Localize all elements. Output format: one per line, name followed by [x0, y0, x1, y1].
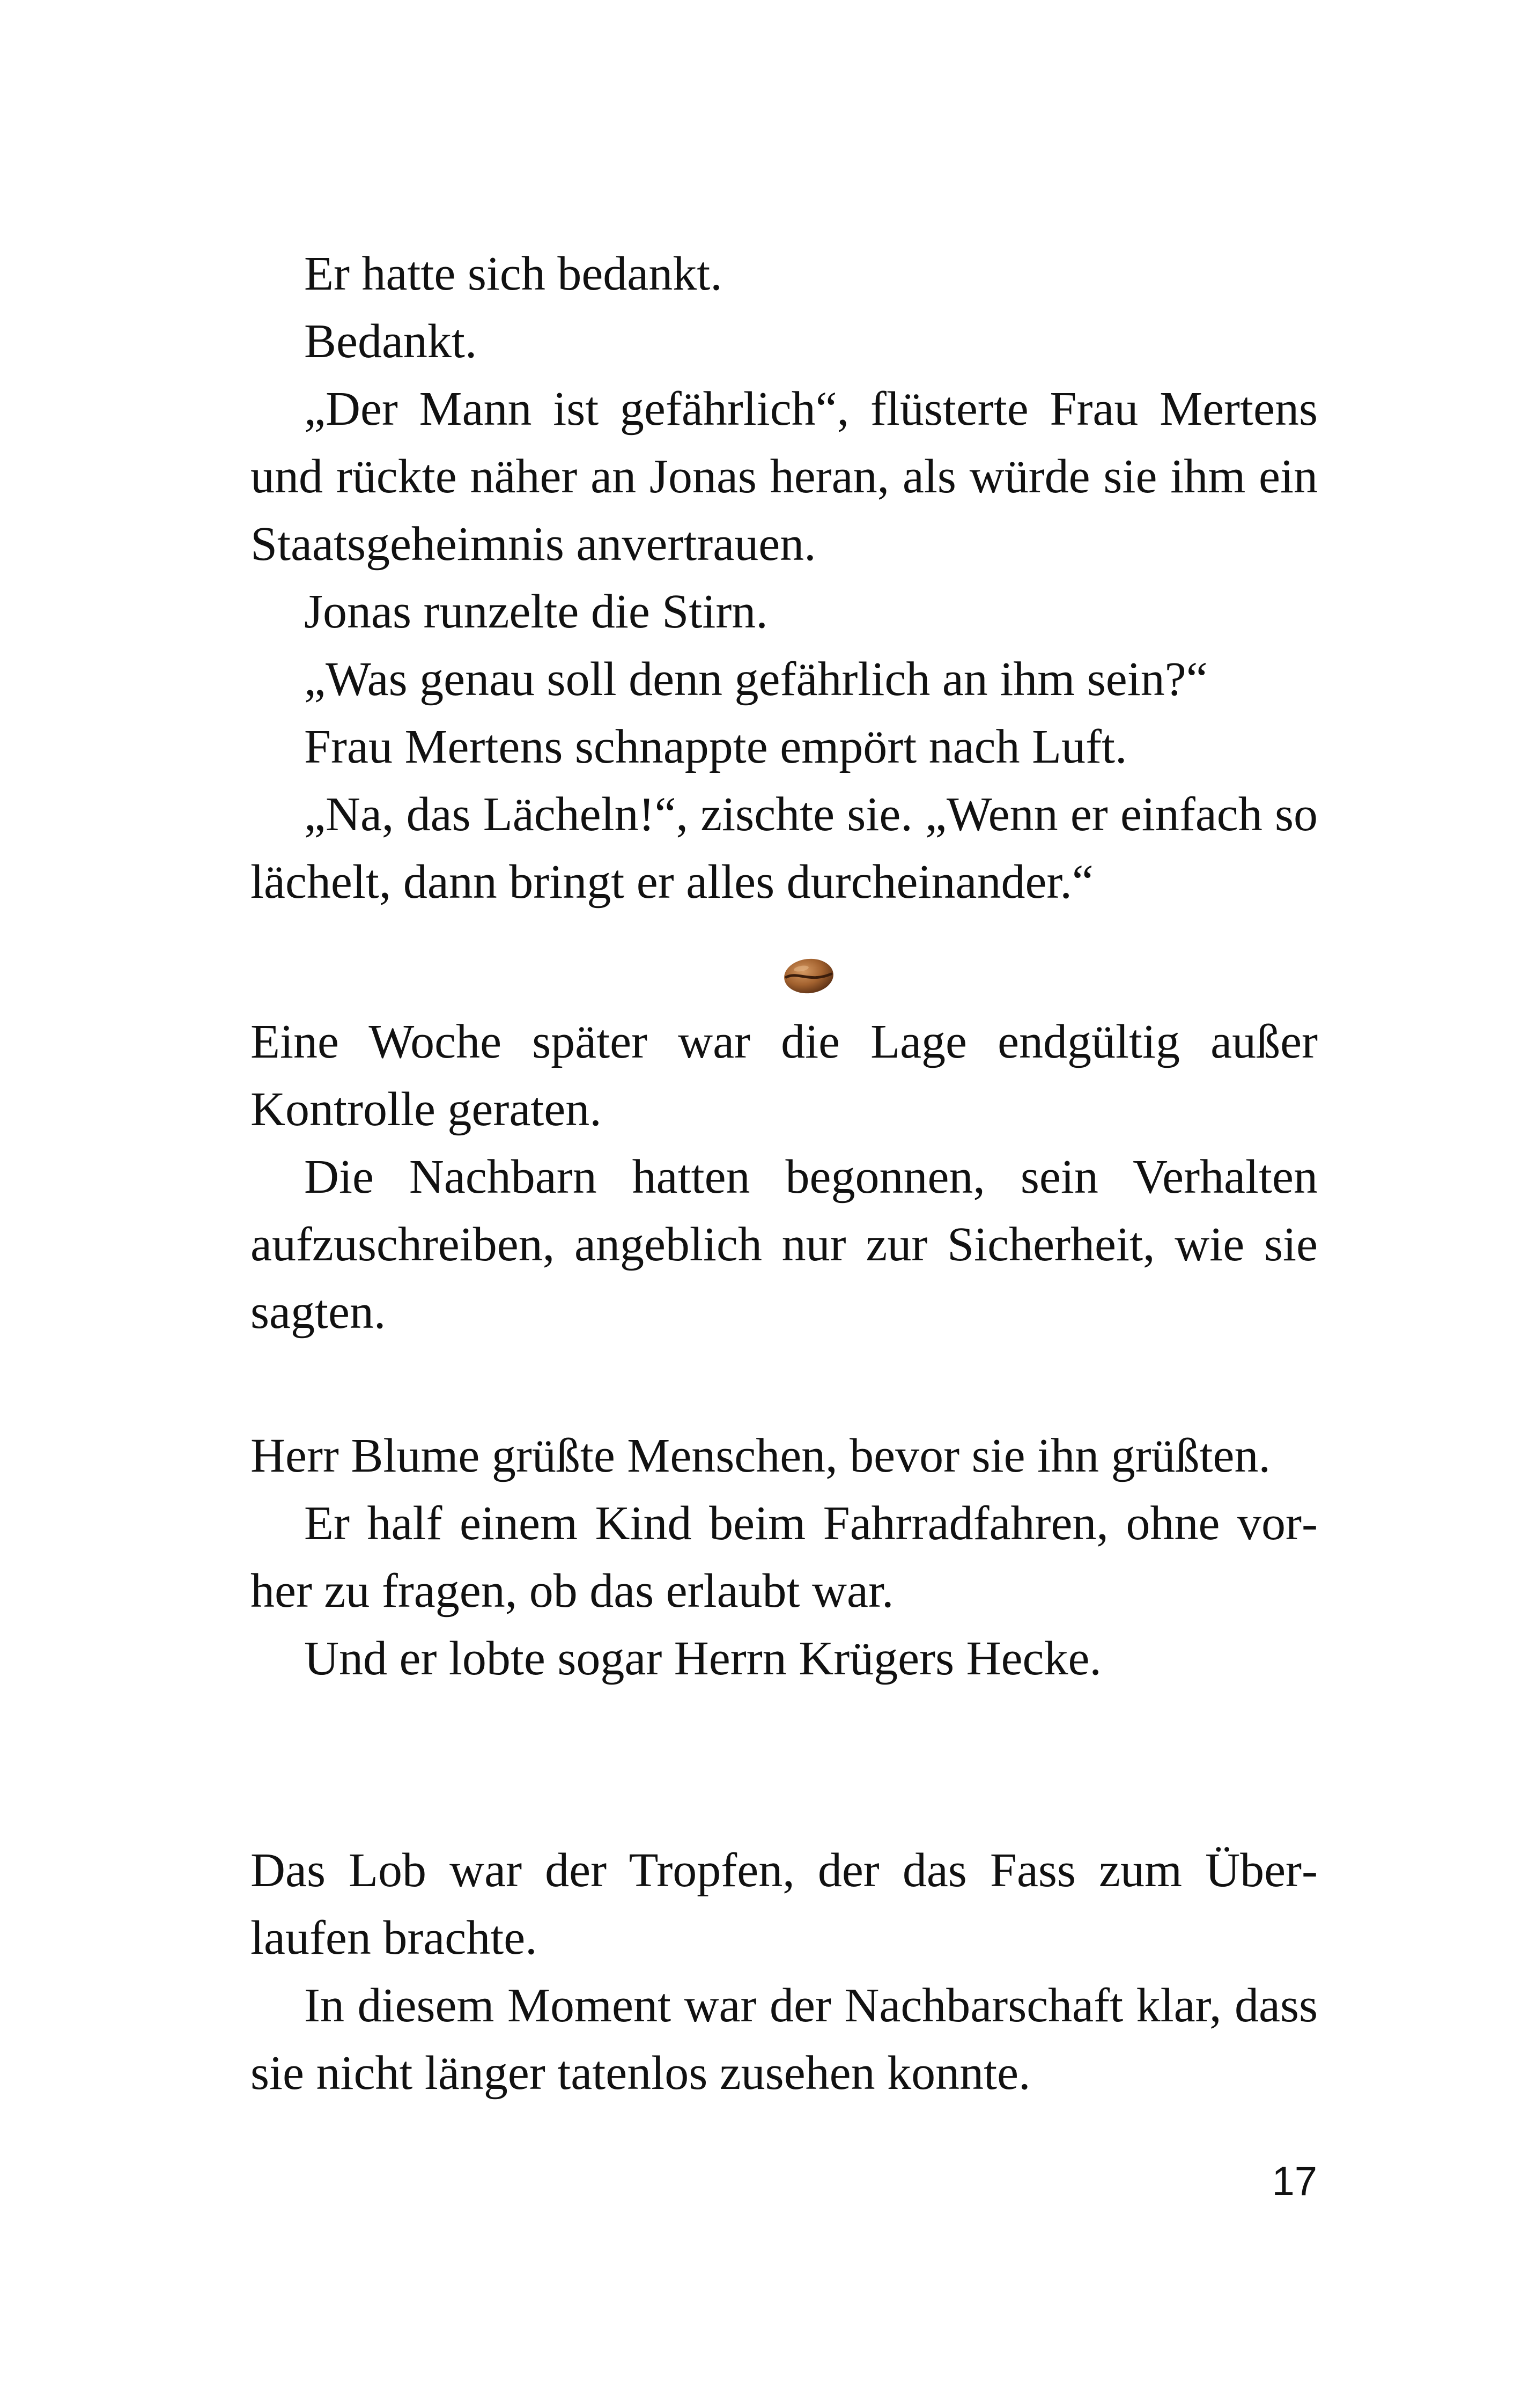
- paragraph: Das Lob war der Tropfen, der das Fass zum Überlaufen brachte.: [250, 1844, 1318, 1964]
- page-number: 17: [1272, 2159, 1317, 2204]
- paragraph: „Der Mann ist gefährlich“, flüsterte Frau Mertens und rückte näher an Jonas heran, als würde sie ihm ein Staatsgeheimnis anvertrauen.: [250, 382, 1318, 571]
- paragraph: In diesem Moment war der Nachbarschaft klar, dass sie nicht länger tatenlos zusehen konnte.: [250, 1979, 1318, 2100]
- text-section-4: [250, 1837, 1318, 2107]
- coffee-bean-graphic: [782, 952, 836, 1000]
- coffee-bean-icon: [782, 952, 836, 1000]
- paragraph: Herr Blume grüßte Menschen, bevor sie ihn grüßten.: [250, 1429, 1271, 1482]
- paragraph: Frau Mertens schnappte empört nach Luft.: [304, 720, 1127, 773]
- paragraph: Bedankt.: [304, 315, 477, 368]
- paragraph: Eine Woche später war die Lage endgültig außer Kontrolle geraten.: [250, 1015, 1318, 1136]
- text-section-2: [250, 1008, 1318, 1346]
- paragraph: Die Nachbarn hatten begonnen, sein Verhalten aufzuschreiben, angeblich nur zur Sicherheit, wie sie sagten.: [250, 1150, 1318, 1339]
- text-section-3: [250, 1422, 1318, 1693]
- text-section-1: [250, 240, 1318, 916]
- paragraph: Und er lobte sogar Herrn Krügers Hecke.: [304, 1632, 1102, 1685]
- paragraph: Er hatte sich bedankt.: [304, 247, 722, 300]
- paragraph: Er half einem Kind beim Fahrradfahren, ohne vorher zu fragen, ob das erlaubt war.: [250, 1497, 1318, 1617]
- paragraph: Jonas runzelte die Stirn.: [304, 585, 768, 638]
- paragraph: „Na, das Lächeln!“, zischte sie. „Wenn er einfach so lächelt, dann bringt er alles durcheinander.“: [250, 788, 1318, 908]
- paragraph: „Was genau soll denn gefährlich an ihm sein?“: [304, 653, 1208, 706]
